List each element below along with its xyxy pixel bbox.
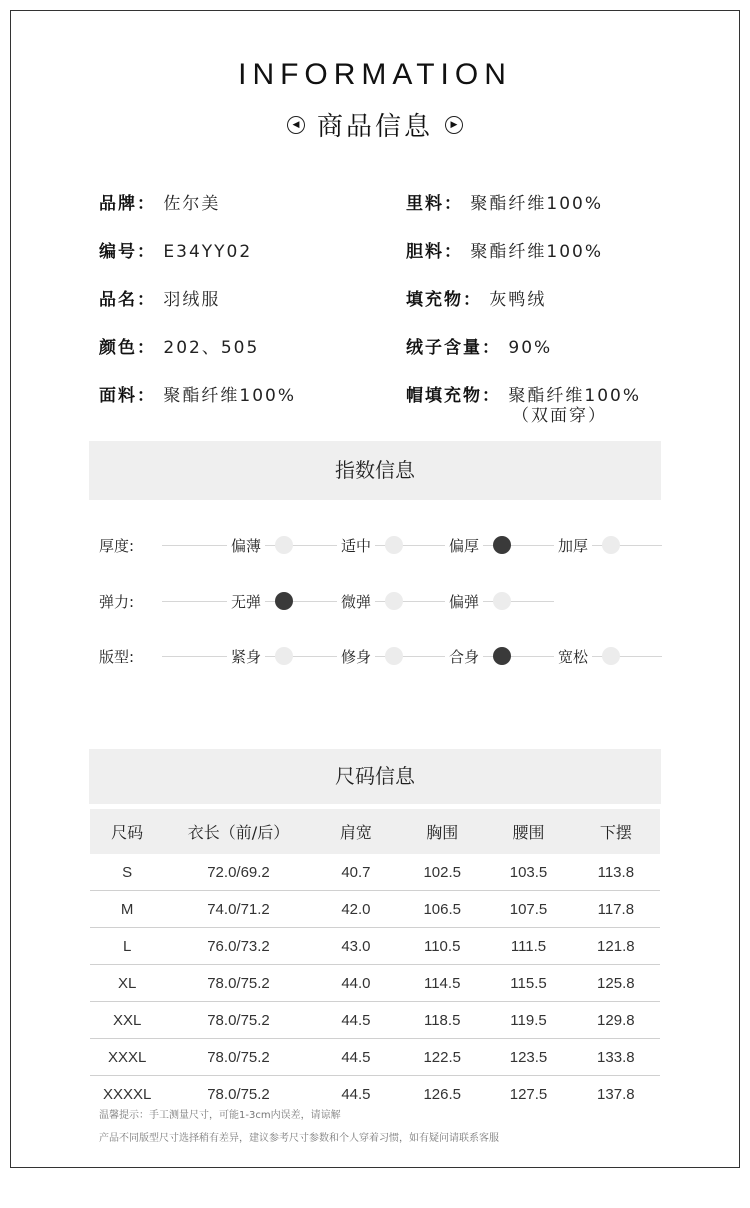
table-cell: XXXL <box>90 1039 164 1076</box>
arrow-right-icon: ▶ <box>445 116 463 134</box>
info-code <box>99 237 252 262</box>
index-option-label: 合身 <box>445 646 483 667</box>
index-row-label: 厚度: <box>99 537 135 555</box>
table-cell: 117.8 <box>572 891 660 928</box>
index-option-label: 紧身 <box>227 646 265 667</box>
note-fit: 产品不同版型尺寸选择稍有差异，建议参考尺寸参数和个人穿着习惯，如有疑问请联系客服 <box>99 1133 499 1144</box>
info-lining <box>406 189 603 214</box>
info-label: 帽填充物： <box>406 386 501 406</box>
info-label: 里料： <box>406 194 463 214</box>
table-cell: 111.5 <box>485 928 571 965</box>
info-down-content <box>406 333 552 358</box>
table-cell: 44.0 <box>313 965 399 1002</box>
size-table-body <box>90 854 660 1112</box>
index-option-label: 偏弹 <box>445 591 483 612</box>
table-cell: 113.8 <box>572 854 660 891</box>
table-cell: 127.5 <box>509 1085 548 1103</box>
info-name <box>99 285 220 310</box>
table-cell: 119.5 <box>485 1002 571 1039</box>
column-header: 衣长（前/后） <box>164 809 313 854</box>
table-cell: 44.5 <box>313 1039 399 1076</box>
table-cell: 115.5 <box>485 965 571 1002</box>
index-option-label: 偏厚 <box>445 535 483 556</box>
index-dot-selected <box>275 592 293 610</box>
index-dot <box>275 647 293 665</box>
column-header: 胸围 <box>399 809 485 854</box>
index-dot <box>275 536 293 554</box>
table-row <box>90 854 660 891</box>
info-value: E34YY02 <box>163 242 253 262</box>
index-row-label: 弹力: <box>99 593 135 611</box>
info-value: 聚酯纤维100% <box>470 194 604 214</box>
index-dot <box>493 592 511 610</box>
index-option-label: 加厚 <box>554 535 592 556</box>
info-value: 羽绒服 <box>163 290 221 310</box>
column-header: 肩宽 <box>313 809 399 854</box>
table-cell: 107.5 <box>485 891 571 928</box>
index-dot <box>385 647 403 665</box>
table-cell: S <box>90 854 164 891</box>
column-header: 腰围 <box>485 809 571 854</box>
index-dot-selected <box>493 536 511 554</box>
table-cell: 133.8 <box>572 1039 660 1076</box>
info-label: 编号： <box>99 242 156 262</box>
table-cell: 121.8 <box>572 928 660 965</box>
table-cell: 76.0/73.2 <box>164 928 313 965</box>
info-value: 聚酯纤维100% <box>163 386 297 406</box>
index-option-label: 微弹 <box>337 591 375 612</box>
info-label: 绒子含量： <box>406 338 501 358</box>
table-cell: 78.0/75.2 <box>164 1039 313 1076</box>
table-cell: 103.5 <box>485 854 571 891</box>
table-cell: 114.5 <box>399 965 485 1002</box>
table-cell: 74.0/71.2 <box>164 891 313 928</box>
table-row <box>90 891 660 928</box>
table-cell: 42.0 <box>313 891 399 928</box>
size-table-header <box>90 809 660 854</box>
table-cell: 118.5 <box>399 1002 485 1039</box>
table-cell: 78.0/75.2 <box>164 965 313 1002</box>
table-cell: 126.5 <box>423 1085 461 1103</box>
table-cell: 123.5 <box>485 1039 571 1076</box>
table-cell: 40.7 <box>313 854 399 891</box>
table-cell: XL <box>90 965 164 1002</box>
table-cell: 44.5 <box>313 1002 399 1039</box>
table-row <box>90 1039 660 1076</box>
index-row-label: 版型: <box>99 648 135 666</box>
info-value: 90% <box>508 338 553 358</box>
table-cell: 78.0/75.2 <box>207 1085 270 1103</box>
info-value: 灰鸭绒 <box>489 290 547 310</box>
title-chinese-text: 商品信息 <box>316 112 433 142</box>
table-row <box>90 1002 660 1039</box>
index-dot <box>602 647 620 665</box>
table-row <box>90 965 660 1002</box>
index-option-label: 修身 <box>337 646 375 667</box>
title-english: INFORMATION <box>238 58 512 91</box>
info-value: 佐尔美 <box>163 194 221 214</box>
info-hood-filling-note: （双面穿） <box>512 406 607 426</box>
table-cell: 72.0/69.2 <box>164 854 313 891</box>
table-cell: 106.5 <box>399 891 485 928</box>
size-section-title: 尺码信息 <box>89 749 661 804</box>
info-fabric <box>99 381 296 406</box>
note-measurement: 温馨提示：手工测量尺寸，可能1-3cm内误差，请谅解 <box>99 1110 341 1121</box>
table-cell: 102.5 <box>399 854 485 891</box>
table-cell: 129.8 <box>572 1002 660 1039</box>
table-cell: XXL <box>90 1002 164 1039</box>
info-label: 面料： <box>99 386 156 406</box>
index-section-title: 指数信息 <box>89 441 661 500</box>
index-dot <box>602 536 620 554</box>
table-cell: 110.5 <box>399 928 485 965</box>
index-option-label: 无弹 <box>227 591 265 612</box>
info-brand <box>99 189 220 214</box>
table-cell: M <box>90 891 164 928</box>
size-table <box>90 809 660 1112</box>
info-label: 颜色： <box>99 338 156 358</box>
index-option-label: 偏薄 <box>227 535 265 556</box>
info-inner <box>406 237 603 262</box>
info-label: 胆料： <box>406 242 463 262</box>
table-cell: 137.8 <box>597 1085 635 1103</box>
column-header: 尺码 <box>90 809 164 854</box>
title-chinese <box>0 106 750 143</box>
info-filling <box>406 285 546 310</box>
info-label: 品名： <box>99 290 156 310</box>
info-value: 聚酯纤维100% <box>508 386 642 406</box>
index-option-label: 适中 <box>337 535 375 556</box>
index-option-label: 宽松 <box>554 646 592 667</box>
index-dot-selected <box>493 647 511 665</box>
table-cell: XXXXL <box>102 1085 152 1103</box>
info-label: 品牌： <box>99 194 156 214</box>
table-row <box>90 928 660 965</box>
info-color <box>99 333 259 358</box>
info-value: 聚酯纤维100% <box>470 242 604 262</box>
index-dot <box>385 592 403 610</box>
table-cell: 44.5 <box>341 1085 371 1103</box>
column-header: 下摆 <box>572 809 660 854</box>
table-cell: 43.0 <box>313 928 399 965</box>
info-label: 填充物： <box>406 290 482 310</box>
table-cell: 78.0/75.2 <box>164 1002 313 1039</box>
info-value: 202、505 <box>163 338 260 358</box>
index-dot <box>385 536 403 554</box>
table-cell: L <box>90 928 164 965</box>
arrow-left-icon: ◀ <box>287 116 305 134</box>
table-cell: 122.5 <box>399 1039 485 1076</box>
table-cell: 125.8 <box>572 965 660 1002</box>
